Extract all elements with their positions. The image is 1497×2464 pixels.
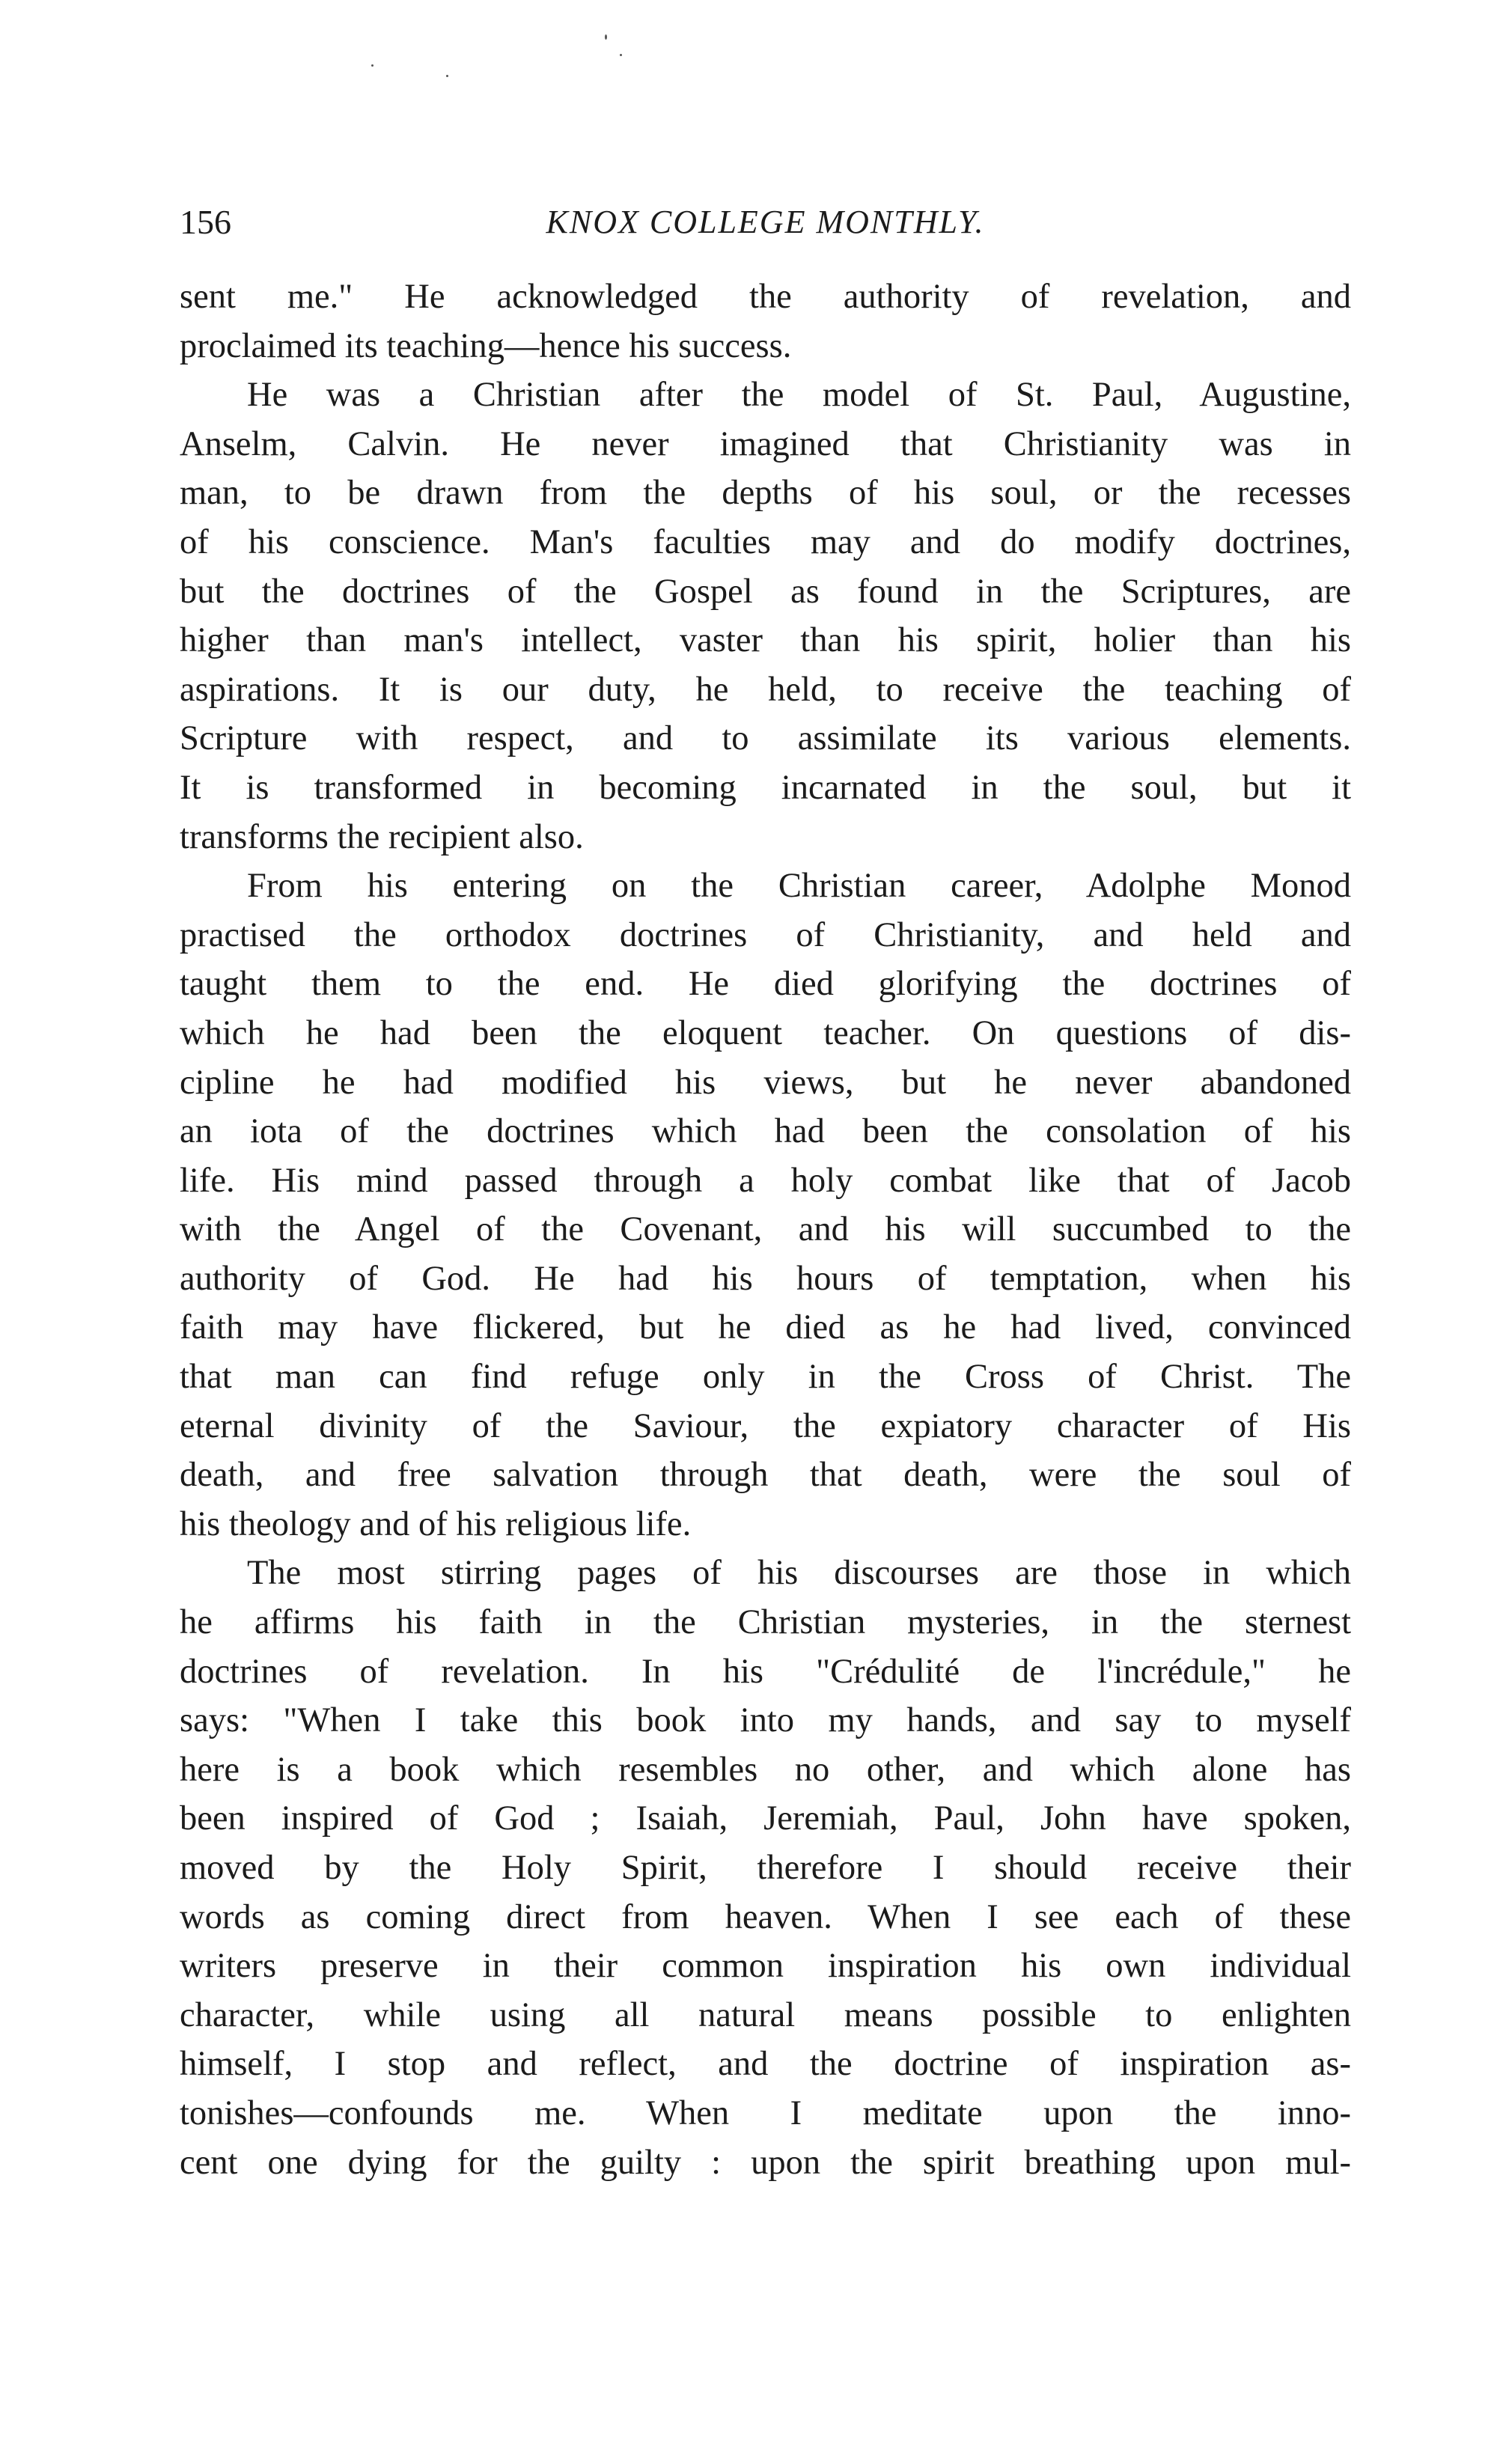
text-line: From his entering on the Christian career, Adolphe Monod	[247, 867, 1351, 906]
running-title: KNOX COLLEGE MONTHLY.	[546, 204, 985, 240]
text-line: It is transformed in becoming incarnated in the soul, but it	[180, 768, 1351, 807]
scan-speck	[605, 34, 607, 40]
text-line: he affirms his faith in the Christian mysteries, in the sternest	[180, 1603, 1351, 1642]
text-line: He was a Christian after the model of St. Paul, Augustine,	[247, 376, 1351, 415]
scan-speck	[446, 75, 448, 77]
body-text	[180, 272, 1351, 2187]
text-line: moved by the Holy Spirit, therefore I should receive their	[180, 1849, 1351, 1887]
text-line: doctrines of revelation. In his "Crédulité de l'incrédule," he	[180, 1652, 1351, 1691]
scan-speck	[371, 64, 374, 67]
text-line: here is a book which resembles no other, and which alone has	[180, 1750, 1351, 1789]
text-line: character, while using all natural means possible to enlighten	[180, 1995, 1351, 2034]
text-line: man, to be drawn from the depths of his soul, or the recesses	[180, 474, 1351, 513]
text-line: authority of God. He had his hours of temptation, when his	[180, 1259, 1351, 1298]
text-line: with the Angel of the Covenant, and his will succumbed to the	[180, 1210, 1351, 1249]
text-line: of his conscience. Man's faculties may and do modify doctrines,	[180, 522, 1351, 561]
page-number: 156	[180, 203, 231, 241]
text-line: taught them to the end. He died glorifying the doctrines of	[180, 965, 1351, 1004]
text-line: an iota of the doctrines which had been the consolation of his	[180, 1112, 1351, 1151]
text-line: sent me." He acknowledged the authority of revelation, and	[180, 278, 1351, 316]
text-line: practised the orthodox doctrines of Christianity, and held and	[180, 915, 1351, 954]
paragraph	[180, 272, 1351, 370]
paragraph	[180, 370, 1351, 862]
text-line: writers preserve in their common inspiration his own individual	[180, 1947, 1351, 1986]
paragraph	[180, 862, 1351, 1549]
text-line: transforms the recipient also.	[180, 817, 584, 856]
text-line: been inspired of God ; Isaiah, Jeremiah, Paul, John have spoken,	[180, 1799, 1351, 1838]
text-line: which he had been the eloquent teacher. On questions of dis-	[180, 1013, 1351, 1052]
text-line: himself, I stop and reflect, and the doctrine of inspiration as-	[180, 2045, 1351, 2084]
text-line: but the doctrines of the Gospel as found in the Scriptures, are	[180, 572, 1351, 611]
text-line: words as coming direct from heaven. When I see each of these	[180, 1897, 1351, 1936]
paragraph	[180, 1549, 1351, 2187]
text-line: The most stirring pages of his discourses are those in which	[247, 1554, 1351, 1593]
text-line: that man can find refuge only in the Cross of Christ. The	[180, 1358, 1351, 1397]
text-line: faith may have flickered, but he died as he had lived, convinced	[180, 1308, 1351, 1347]
text-line: tonishes—confounds me. When I meditate upon the inno-	[180, 2094, 1351, 2132]
text-line: Anselm, Calvin. He never imagined that Christianity was in	[180, 424, 1351, 463]
text-line: aspirations. It is our duty, he held, to receive the teaching of	[180, 670, 1351, 709]
scan-speck	[620, 54, 622, 56]
text-line: his theology and of his religious life.	[180, 1504, 692, 1543]
text-line: Scripture with respect, and to assimilate its various elements.	[180, 719, 1351, 758]
text-line: eternal divinity of the Saviour, the expiatory character of His	[180, 1406, 1351, 1445]
text-line: says: "When I take this book into my hands, and say to myself	[180, 1701, 1351, 1740]
text-line: life. His mind passed through a holy combat like that of Jacob	[180, 1161, 1351, 1200]
page-header	[180, 196, 1351, 248]
text-line: death, and free salvation through that death, were the soul of	[180, 1456, 1351, 1495]
text-line: higher than man's intellect, vaster than his spirit, holier than his	[180, 621, 1351, 660]
text-line: cent one dying for the guilty : upon the spirit breathing upon mul-	[180, 2143, 1351, 2182]
text-line: proclaimed its teaching—hence his success.	[180, 326, 792, 365]
text-line: cipline he had modified his views, but he never abandoned	[180, 1063, 1351, 1102]
